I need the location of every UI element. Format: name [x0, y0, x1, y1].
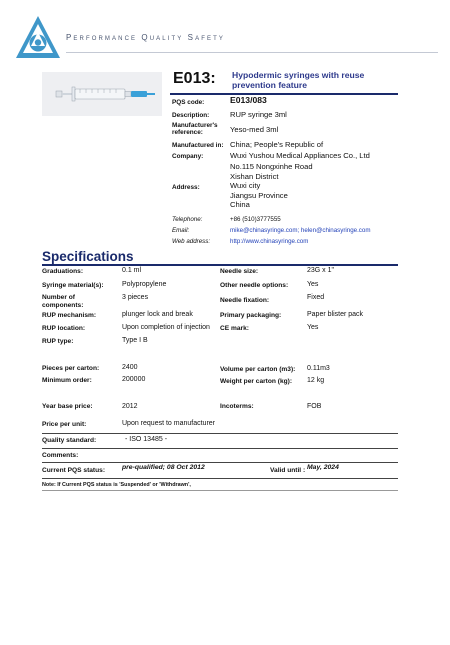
- telephone-label: Telephone:: [172, 216, 203, 223]
- primary-packaging-value: Paper blister pack: [307, 311, 364, 318]
- header-divider: [66, 52, 438, 53]
- syringe-material-value: Polypropylene: [122, 281, 167, 288]
- company-value: Wuxi Yushou Medical Appliances Co., Ltd: [230, 151, 370, 160]
- current-pqs-status-value: pre-qualified; 08 Oct 2012: [122, 464, 205, 471]
- year-base-price-value: 2012: [122, 403, 138, 410]
- pqs-code-label: PQS code:: [172, 99, 205, 106]
- product-title-row: [170, 70, 398, 92]
- pqs-code-value: E013/083: [230, 95, 267, 105]
- email-label: Email:: [172, 227, 190, 234]
- graduations-value: 0.1 ml: [122, 267, 142, 274]
- address-line: Wuxi city: [230, 181, 261, 190]
- pieces-per-carton-value: 2400: [122, 364, 138, 371]
- product-image: [42, 72, 162, 116]
- divider: [42, 490, 398, 491]
- company-label: Company:: [172, 153, 204, 160]
- weight-per-carton-label: Weight per carton (kg):: [220, 378, 293, 385]
- other-needle-options-value: Yes: [307, 281, 319, 288]
- graduations-label: Graduations:: [42, 268, 84, 275]
- valid-until-label: Valid until :: [270, 467, 306, 474]
- email-link[interactable]: mike@chinasyringe.com; helen@chinasyringe.com: [230, 227, 371, 234]
- description-value: RUP syringe 3ml: [230, 110, 287, 119]
- other-needle-options-label: Other needle options:: [220, 282, 289, 289]
- manufactured-in-label: Manufactured in:: [172, 142, 224, 149]
- web-address-label: Web address:: [172, 238, 211, 245]
- rup-location-value: Upon completion of injection: [122, 324, 210, 331]
- quality-standard-label: Quality standard:: [42, 437, 97, 444]
- incoterms-value: FOB: [307, 403, 322, 410]
- number-of-components-value: 3 pieces: [122, 294, 149, 301]
- address-line: Xishan District: [230, 171, 279, 181]
- divider: [42, 478, 398, 479]
- manufacturer-reference-value: Yeso-med 3ml: [230, 125, 279, 134]
- title-divider: [170, 93, 398, 95]
- status-note: Note: If Current PQS status is 'Suspended' or 'Withdrawn',: [42, 482, 191, 488]
- needle-size-label: Needle size:: [220, 268, 259, 275]
- minimum-order-value: 200000: [122, 376, 146, 383]
- brand-text: Performance Quality Safety: [66, 33, 225, 42]
- incoterms-label: Incoterms:: [220, 403, 254, 410]
- rup-type-label: RUP type:: [42, 338, 74, 345]
- price-per-unit-label: Price per unit:: [42, 421, 87, 428]
- minimum-order-label: Minimum order:: [42, 377, 92, 384]
- web-address-link[interactable]: http://www.chinasyringe.com: [230, 238, 309, 245]
- price-per-unit-value: Upon request to manufacturer: [122, 420, 215, 427]
- current-pqs-status-label: Current PQS status:: [42, 467, 106, 474]
- pieces-per-carton-label: Pieces per carton:: [42, 365, 100, 372]
- needle-fixation-label: Needle fixation:: [220, 297, 270, 304]
- description-label: Description:: [172, 112, 210, 119]
- header: [14, 14, 438, 64]
- address-label: Address:: [172, 184, 200, 191]
- specifications-divider: [42, 264, 398, 266]
- syringe-material-label: Syringe material(s):: [42, 282, 104, 289]
- rup-type-value: Type I B: [122, 337, 148, 344]
- volume-per-carton-label: Volume per carton (m3):: [220, 366, 296, 373]
- address-line: Jiangsu Province: [230, 190, 288, 200]
- rup-location-label: RUP location:: [42, 325, 86, 332]
- comments-label: Comments:: [42, 452, 79, 459]
- needle-fixation-value: Fixed: [307, 294, 325, 301]
- volume-per-carton-value: 0.11m3: [307, 365, 330, 372]
- telephone-value: +86 (510)3777555: [230, 216, 281, 223]
- pqs-logo-icon: [14, 14, 62, 62]
- quality-standard-value: - ISO 13485 -: [125, 436, 168, 443]
- manufacturer-reference-label: Manufacturer's reference:: [172, 122, 218, 137]
- address-line: China: [230, 200, 250, 209]
- address-value: [230, 162, 313, 210]
- syringe-icon: [42, 72, 162, 116]
- valid-until-value: May, 2024: [307, 464, 339, 471]
- number-of-components-label: Number of components:: [42, 294, 84, 309]
- address-line: No.115 Nongxinhe Road: [230, 162, 313, 171]
- primary-packaging-label: Primary packaging:: [220, 312, 282, 319]
- ce-mark-label: CE mark:: [220, 325, 249, 332]
- manufactured-in-value: China; People's Republic of: [230, 140, 324, 149]
- divider: [42, 433, 398, 434]
- divider: [42, 448, 398, 449]
- product-code: E013:: [173, 70, 216, 87]
- weight-per-carton-value: 12 kg: [307, 377, 325, 384]
- year-base-price-label: Year base price:: [42, 403, 93, 410]
- rup-mechanism-label: RUP mechanism:: [42, 312, 97, 319]
- product-title: Hypodermic syringes with reuse prevention feature: [232, 70, 365, 90]
- specifications-heading: Specifications: [42, 249, 134, 264]
- needle-size-value: 23G x 1": [307, 267, 334, 274]
- divider: [42, 462, 398, 463]
- rup-mechanism-value: plunger lock and break: [122, 311, 193, 318]
- ce-mark-value: Yes: [307, 324, 319, 331]
